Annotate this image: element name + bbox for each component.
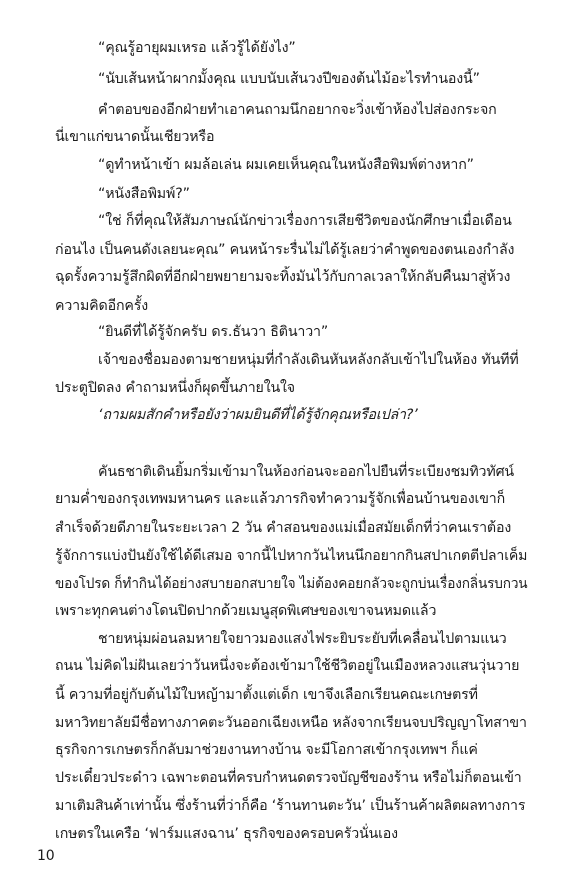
paragraph-line: ฉุดรั้งความรู้สึกผิดที่อีกฝ่ายพยายามจะทิ้งมันไว้กับกาลเวลาให้กลับคืนมาสู่ห้วง xyxy=(55,269,511,285)
paragraph-line: ถนน ไม่คิดไม่ฝันเลยว่าวันหนึ่งจะต้องเข้ามาใช้ชีวิตอยู่ในเมืองหลวงแสนวุ่นวาย xyxy=(55,658,520,674)
paragraph-line: ความคิดอีกครั้ง xyxy=(55,298,148,314)
paragraph-line: นี่เขาแก่ขนาดนั้นเชียวหรือ xyxy=(55,129,215,145)
dialogue-line: “ยินดีที่ได้รู้จักครับ ดร.ธันวา ธิตินาวา” xyxy=(98,324,329,340)
paragraph-line: ก่อนไง เป็นคนดังเลยนะคุณ” คนหน้าระรื่นไม่ได้รู้เลยว่าคำพูดของตนเองกำลัง xyxy=(55,242,515,258)
paragraph-line: สำเร็จด้วยดีภายในระยะเวลา 2 วัน คำสอนของแม่เมื่อสมัยเด็กที่ว่าคนเราต้อง xyxy=(55,520,512,536)
paragraph-line: คำตอบของอีกฝ่ายทำเอาคนถามนึกอยากจะวิ่งเข้าห้องไปส่องกระจก xyxy=(98,102,497,118)
paragraph-line: รู้จักการแบ่งปันยังใช้ได้ดีเสมอ จากนี้ไปหากวันไหนนึกอยากกินสปาเกตตีปลาเค็ม xyxy=(55,548,528,564)
paragraph-line: คันธชาติเดินยิ้มกริ่มเข้ามาในห้องก่อนจะออกไปยืนที่ระเบียงชมทิวทัศน์ xyxy=(98,464,514,480)
paragraph-line: มาเติมสินค้าเท่านั้น ซึ่งร้านที่ว่าก็คือ ‘ร้านทานตะวัน’ เป็นร้านค้าผลิตผลทางการ xyxy=(55,798,526,814)
inner-thought-line: ‘ถามผมสักคำหรือยังว่าผมยินดีที่ได้รู้จักคุณหรือเปล่า?’ xyxy=(98,407,418,423)
dialogue-line: “หนังสือพิมพ์?” xyxy=(98,186,190,202)
paragraph-line: นี้ ความที่อยู่กับต้นไม้ใบหญ้ามาตั้งแต่เด็ก เขาจึงเลือกเรียนคณะเกษตรที่ xyxy=(55,687,478,703)
paragraph-line: เพราะทุกคนต่างโดนปิดปากด้วยเมนูสุดพิเศษของเขาจนหมดแล้ว xyxy=(55,603,437,619)
paragraph-line: ประเดี๋ยวประด๋าว เฉพาะตอนที่ครบกำหนดตรวจบัญชีของร้าน หรือไม่ก็ตอนเข้า xyxy=(55,770,522,786)
paragraph-line: มหาวิทยาลัยมีชื่อทางภาคตะวันออกเฉียงเหนือ หลังจากเรียนจบปริญญาโทสาขา xyxy=(55,715,527,731)
dialogue-line: “ดูทำหน้าเข้า ผมล้อเล่น ผมเคยเห็นคุณในหนังสือพิมพ์ต่างหาก” xyxy=(98,157,474,173)
paragraph-line: ชายหนุ่มผ่อนลมหายใจยาวมองแสงไฟระยิบระยับที่เคลื่อนไปตามแนว xyxy=(98,631,507,647)
dialogue-line: “คุณรู้อายุผมเหรอ แล้วรู้ได้ยังไง” xyxy=(98,40,296,56)
paragraph-line: ของโปรด ก็ทำกินได้อย่างสบายอกสบายใจ ไม่ต้องคอยกลัวจะถูกบ่นเรื่องกลิ่นรบกวน xyxy=(55,576,528,592)
page-number: 10 xyxy=(37,848,55,864)
paragraph-line: เจ้าของชื่อมองตามชายหนุ่มที่กำลังเดินหันหลังกลับเข้าไปในห้อง ทันทีที่ xyxy=(98,352,519,368)
dialogue-line: “นับเส้นหน้าผากมั้งคุณ แบบนับเส้นวงปีของต้นไม้อะไรทำนองนี้” xyxy=(98,71,480,87)
paragraph-line: “ใช่ ก็ที่คุณให้สัมภาษณ์นักข่าวเรื่องการเสียชีวิตของนักศึกษาเมื่อเดือน xyxy=(98,213,512,229)
paragraph-line: ยามค่ำของกรุงเทพมหานคร และแล้วภารกิจทำความรู้จักเพื่อนบ้านของเขาก็ xyxy=(55,491,506,507)
paragraph-line: ประตูปิดลง คำถามหนึ่งก็ผุดขึ้นภายในใจ xyxy=(55,380,295,396)
paragraph-line: เกษตรในเครือ ‘ฟาร์มแสงฉาน’ ธุรกิจของครอบครัวนั่นเอง xyxy=(55,826,398,842)
paragraph-line: ธุรกิจการเกษตรก็กลับมาช่วยงานทางบ้าน จะมีโอกาสเข้ากรุงเทพฯ ก็แค่ xyxy=(55,742,478,758)
